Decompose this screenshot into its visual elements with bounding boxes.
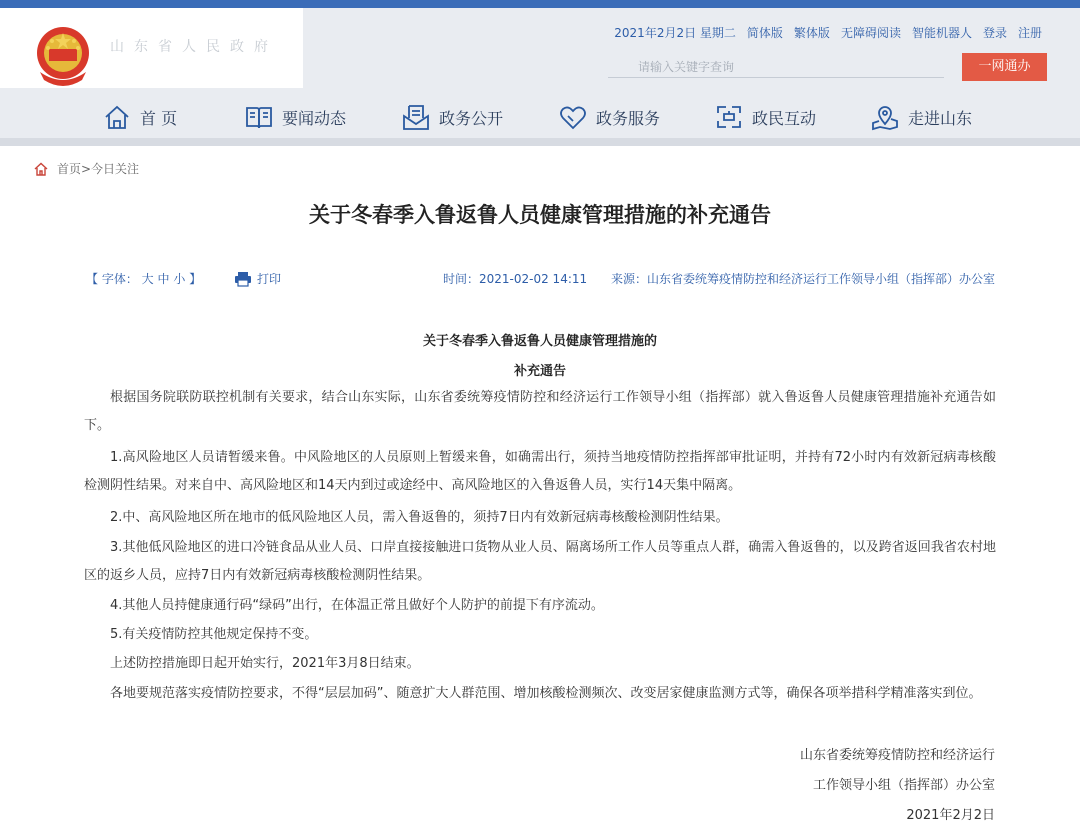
nav-item-news[interactable] [244, 98, 346, 136]
nav-item-services[interactable] [558, 98, 660, 136]
one-web-service-button[interactable]: 一网通办 [962, 53, 1047, 81]
map-pin-icon [870, 102, 900, 132]
login-link[interactable]: 登录 [982, 26, 1007, 40]
nav-item-about-shandong[interactable] [870, 98, 972, 136]
doc-heading-line1: 关于冬春季入鲁返鲁人员健康管理措施的 [422, 334, 657, 349]
printer-icon [234, 271, 252, 287]
article-source: 来源：山东省委统筹疫情防控和经济运行工作领导小组（指挥部）办公室 [610, 272, 995, 286]
simplified-link[interactable]: 简体版 [746, 26, 783, 40]
page-title: 关于冬春季入鲁返鲁人员健康管理措施的补充通告 [309, 203, 771, 227]
heart-icon [558, 102, 588, 132]
publish-time: 时间：2021-02-02 14:11 [443, 272, 588, 286]
signature-date: 2021年2月2日 [906, 808, 995, 823]
paragraph-requirements: 各地要规范落实疫情防控要求，不得“层层加码”、随意扩大人群范围、增加核酸检测频次、改变居家健康监测方式等，确保各项举措科学精准落实到位。 [110, 686, 982, 701]
font-size-control [86, 270, 201, 287]
paragraph-item-4: 4.其他人员持健康通行码“绿码”出行，在体温正常且做好个人防护的前提下有序流动。 [110, 598, 604, 613]
doc-heading-line2: 补充通告 [513, 364, 566, 379]
current-date: 2021年2月2日 星期二 [614, 26, 736, 40]
document-icon [401, 102, 431, 132]
register-link[interactable]: 注册 [1017, 26, 1042, 40]
font-size-bracket: 】 [189, 272, 202, 286]
home-icon[interactable] [33, 161, 49, 177]
paragraph-effective-date: 上述防控措施即日起开始实行，2021年3月8日结束。 [110, 656, 420, 671]
nav-label: 要闻动态 [282, 108, 347, 128]
nav-item-home[interactable] [102, 98, 177, 136]
breadcrumb-text[interactable]: 首页>今日关注 [57, 162, 140, 176]
site-header [0, 0, 1080, 146]
paragraph-item-2: 2.中、高风险地区所在地市的低风险地区人员，需入鲁返鲁的，须持7日内有效新冠病毒核酸检测阴性结果。 [110, 510, 729, 525]
signature-line2: 工作领导小组（指挥部）办公室 [812, 778, 995, 793]
national-emblem-icon [32, 22, 94, 88]
nav-label: 走进山东 [908, 108, 973, 128]
paragraph-intro: 根据国务院联防联控机制有关要求，结合山东实际，山东省委统筹疫情防控和经济运行工作领导小组（指挥部）就入鲁返鲁人员健康管理措施补充通告如下。 [84, 390, 996, 433]
nav-label: 政务公开 [439, 108, 504, 128]
nav-label: 首 页 [140, 108, 178, 128]
signature-line1: 山东省委统筹疫情防控和经济运行 [799, 748, 995, 763]
font-size-small[interactable]: 小 [173, 272, 186, 286]
print-button[interactable] [234, 270, 281, 287]
breadcrumb [33, 160, 139, 177]
utility-links [614, 24, 1042, 41]
nav-bottom-bar [0, 138, 1080, 146]
site-name: 山东省人民政府 [110, 39, 278, 55]
accessibility-link[interactable]: 无障碍阅读 [840, 26, 901, 40]
nav-label: 政务服务 [596, 108, 661, 128]
logo-banner[interactable] [0, 8, 303, 88]
interaction-icon [714, 102, 744, 132]
main-nav [0, 96, 1080, 138]
paragraph-item-3: 3.其他低风险地区的进口冷链食品从业人员、口岸直接接触进口货物从业人员、隔离场所工作人员等重点人群，确需入鲁返鲁的，以及跨省返回我省农村地区的返乡人员，应持7日内有效新冠病毒核酸检测阴性结果。 [84, 540, 996, 583]
font-size-label: 【 字体： [86, 272, 138, 286]
paragraph-item-5: 5.有关疫情防控其他规定保持不变。 [110, 627, 318, 642]
top-accent-bar [0, 0, 1080, 8]
nav-item-open-government[interactable] [401, 98, 503, 136]
traditional-link[interactable]: 繁体版 [793, 26, 830, 40]
nav-label: 政民互动 [752, 108, 817, 128]
nav-item-interaction[interactable] [714, 98, 816, 136]
font-size-medium[interactable]: 中 [157, 272, 170, 286]
search-input[interactable] [608, 56, 944, 78]
font-size-large[interactable]: 大 [141, 272, 154, 286]
print-label: 打印 [257, 272, 282, 286]
paragraph-item-1: 1.高风险地区人员请暂缓来鲁。中风险地区的人员原则上暂缓来鲁，如确需出行，须持当地疫情防控指挥部审批证明，并持有72小时内有效新冠病毒核酸检测阴性结果。对来自中、高风险地区和14天内到过或途经中、高风险地区的入鲁返鲁人员，实行14天集中隔离。 [84, 450, 996, 493]
book-icon [244, 102, 274, 132]
home-icon [102, 102, 132, 132]
chatbot-link[interactable]: 智能机器人 [911, 26, 972, 40]
